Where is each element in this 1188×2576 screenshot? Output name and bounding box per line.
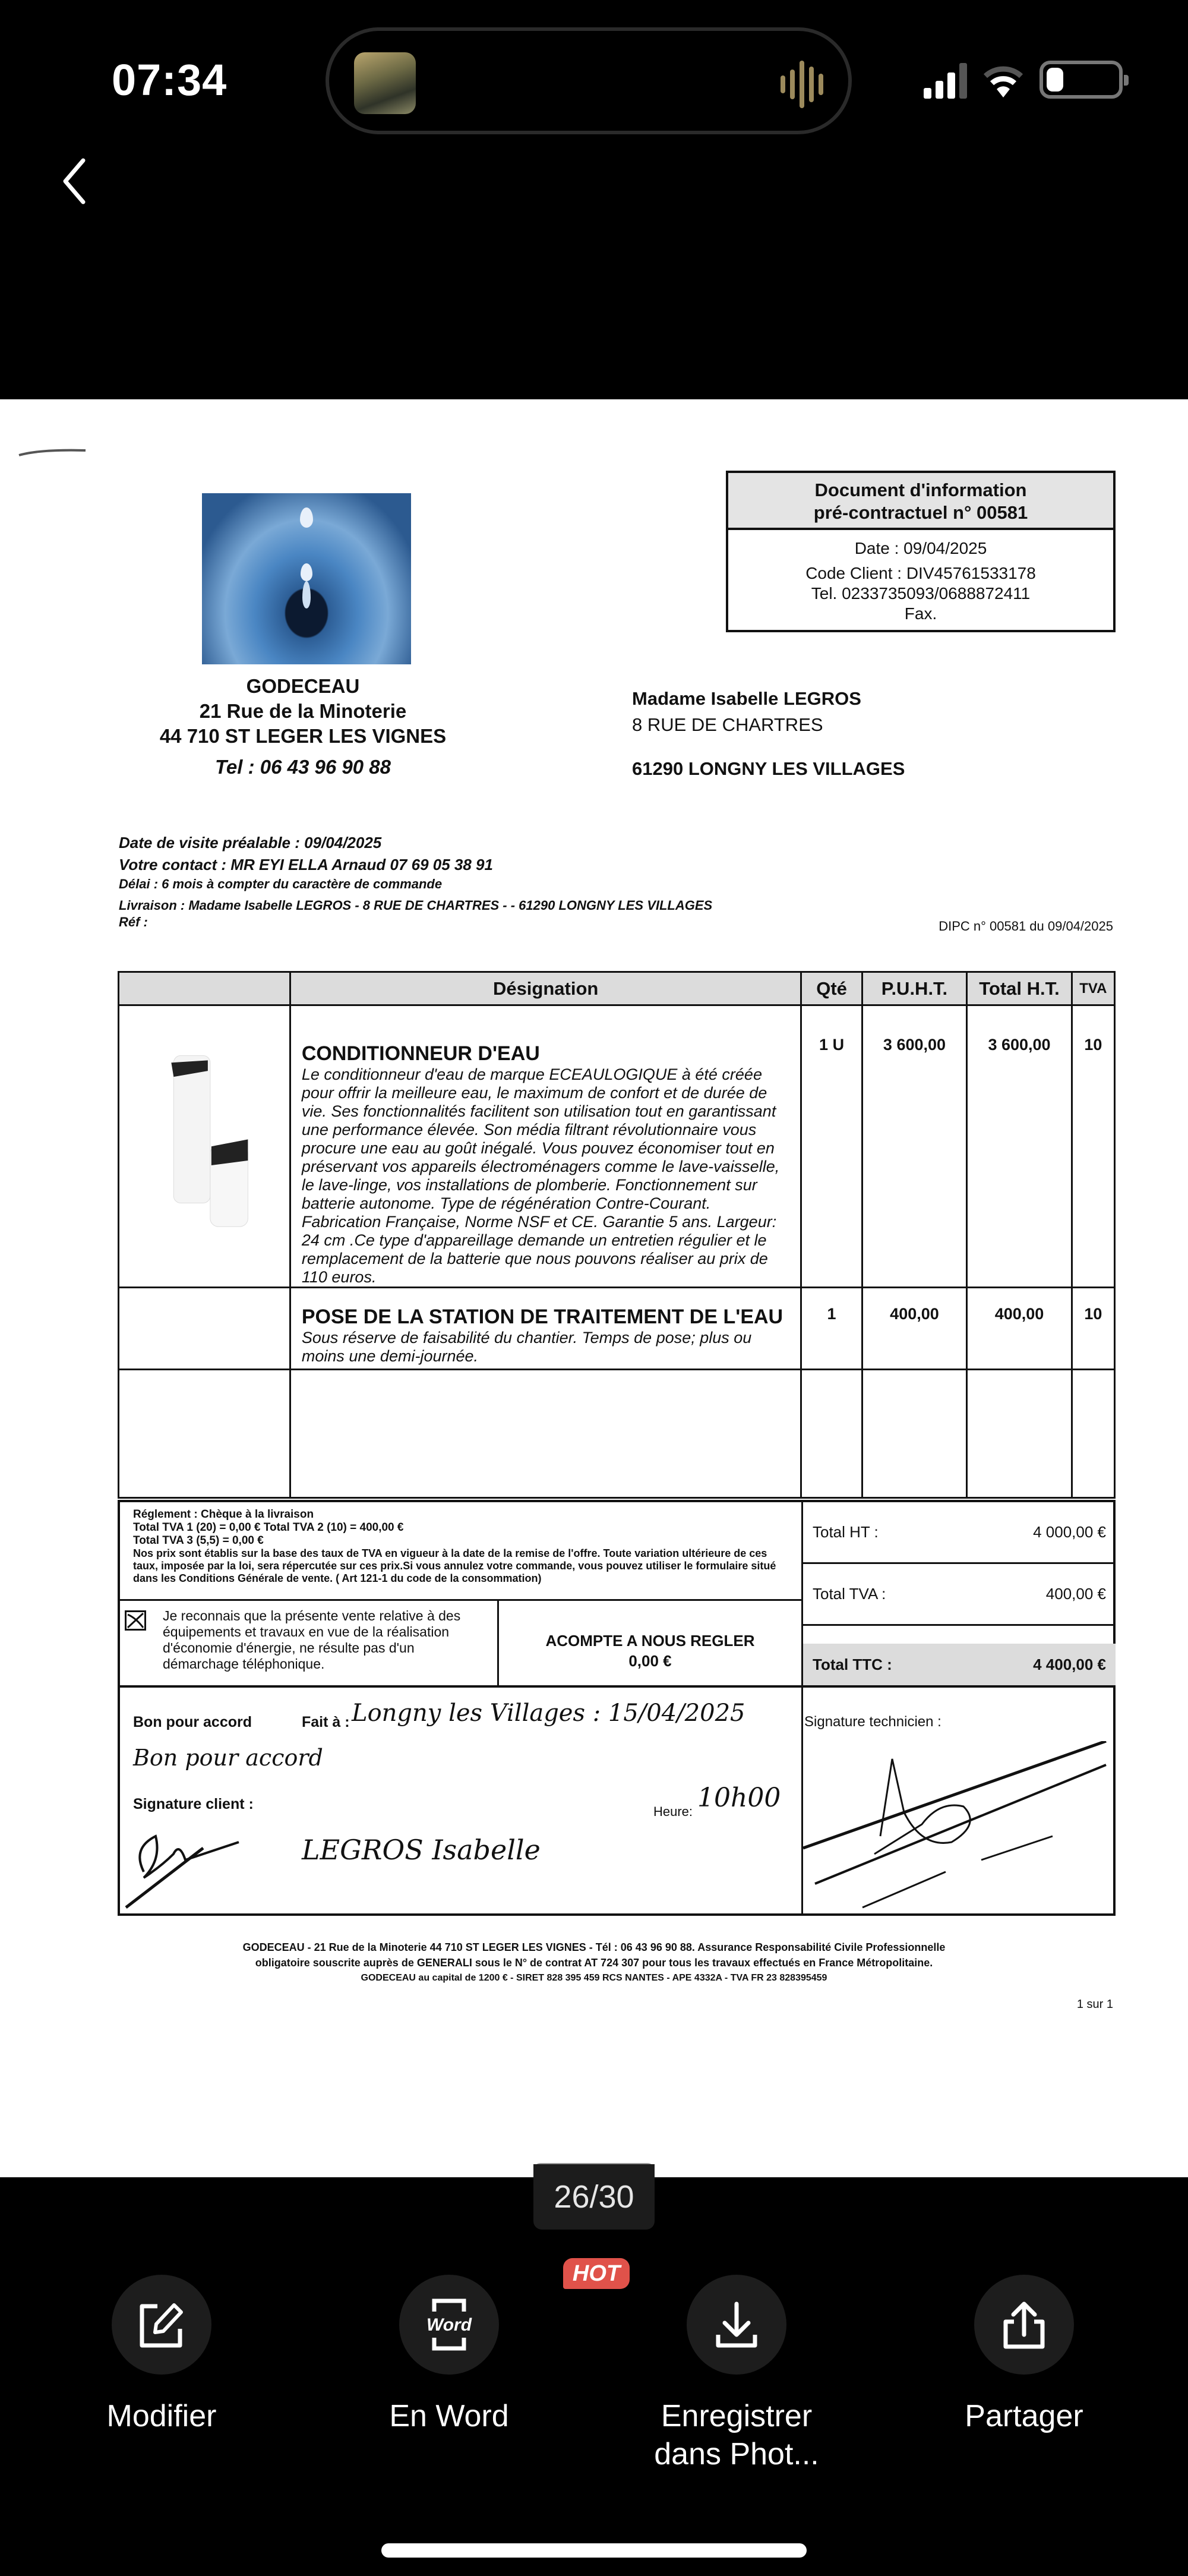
client-signature: [120, 1824, 263, 1913]
reference: Réf :: [119, 915, 148, 929]
payment-method: Réglement : Chèque à la livraison: [133, 1508, 314, 1521]
edit-icon: [135, 2298, 188, 2351]
share-button[interactable]: [880, 2275, 1168, 2473]
declaration: [120, 1601, 499, 1688]
client-name-handwritten: LEGROS Isabelle: [302, 1834, 541, 1866]
footer-line-2: obligatoire souscrite auprès de GENERALI sous le N° de contrat AT 724 307 pour tous les travaux effectués en France Métropolitaine.: [255, 1957, 933, 1969]
modify-label: Modifier: [106, 2399, 217, 2433]
fait-a-label: Fait à :: [302, 1714, 350, 1730]
convert-word-label: En Word: [389, 2399, 509, 2433]
client-signature-area: [120, 1688, 803, 1916]
contact: Votre contact : MR EYI ELLA Arnaud 07 69 05 38 91: [119, 856, 493, 874]
header-tva: TVA: [1072, 972, 1114, 1005]
recipient-city: 61290 LONGNY LES VILLAGES: [632, 758, 905, 779]
table-row-empty: [119, 1370, 1115, 1498]
bon-pour-accord-label: Bon pour accord: [133, 1714, 252, 1730]
delivery: Livraison : Madame Isabelle LEGROS - 8 RUE DE CHARTRES - - 61290 LONGNY LES VILLAGES: [119, 898, 713, 913]
item-description: Sous réserve de faisabilité du chantier. Temps de pose; plus ou moins une demi-journée.: [301, 1329, 752, 1365]
status-icons: [924, 57, 1123, 99]
footer-line-1: GODECEAU - 21 Rue de la Minoterie 44 710 ST LEGER LES VIGNES - Tél : 06 43 96 90 88. Assurance Responsabilité Civile Professionnelle: [242, 1941, 946, 1953]
total-ht-row: [803, 1502, 1116, 1564]
page-number: 1 sur 1: [1076, 1998, 1113, 2011]
document-title-line1: Document d'information: [814, 480, 1027, 500]
company-city: 44 710 ST LEGER LES VIGNES: [159, 725, 447, 747]
audio-waveform-icon: [781, 61, 823, 108]
item-title: CONDITIONNEUR D'EAU: [301, 1042, 540, 1065]
document-title-line2: pré-contractuel n° 00581: [813, 502, 1028, 523]
dynamic-island[interactable]: [326, 27, 852, 134]
hot-badge: HOT: [563, 2258, 630, 2289]
share-label: Partager: [965, 2399, 1083, 2433]
recipient-name: Madame Isabelle LEGROS: [632, 688, 861, 709]
item-description: Le conditionneur d'eau de marque ECEAULOGIQUE à été créée pour offrir la meilleure eau, le maximum de confort et de durée de vie. Ses fonctionnalités facilitent son utilisation tout en garantissant une performance élevée. Son média filtrant révolutionnaire vous procure une eau au goût inégalé. Vous pouvez économiser tout en préservant vos appareils électroménagers comme le lave-vaisselle, le lave-linge, vos installations de plomberie. Fonctionnement sur batterie autonome. Type de régénération Contre-Courant. Fabrication Française, Norme NSF et CE. Garantie 5 ans. Largeur: 24 cm .Ce type d'appareillage demande un entretien régulier et le remplacement de la batterie que nous pouvons réaliser au prix de 110 euros.: [301, 1065, 780, 1286]
heure-handwritten: 10h00: [697, 1783, 781, 1813]
document-date: Date : 09/04/2025: [854, 539, 987, 557]
total-tva-row: [803, 1564, 1116, 1626]
table-header-row: [119, 972, 1115, 1005]
tva-breakdown-1: Total TVA 1 (20) = 0,00 € Total TVA 2 (10) = 400,00 €: [133, 1521, 404, 1534]
summary-block: [118, 1500, 1116, 1916]
header-image: [119, 972, 290, 1005]
deposit-label: ACOMPTE A NOUS REGLER: [545, 1632, 755, 1650]
payment-terms: [120, 1502, 803, 1601]
total-ttc-row: [803, 1644, 1116, 1688]
item-title: POSE DE LA STATION DE TRAITEMENT DE L'EAU: [301, 1306, 783, 1328]
item-total: 3 600,00: [967, 1005, 1072, 1288]
document-page[interactable]: [0, 399, 1188, 2177]
wifi-icon: [982, 63, 1024, 99]
item-total: 400,00: [967, 1288, 1072, 1370]
table-row: [119, 1005, 1115, 1288]
footer-line-3: GODECEAU au capital de 1200 € - SIRET 828 395 459 RCS NANTES - APE 4332A - TVA FR 23 828395459: [361, 1973, 827, 1983]
technician-signature-area: [803, 1688, 1116, 1916]
table-row: [119, 1288, 1115, 1370]
client-signature-label: Signature client :: [133, 1796, 254, 1812]
tva-notice: Nos prix sont établis sur la base des taux de TVA en vigueur à la date de la remise de l'offre. Toute variation ultérieure de ces taux, imposée par la loi, sera répercutée sur ces prix.Si vous annulez votre commande, vous pouvez utiliser le formulaire situé dans les Conditions Générale de vente. ( Art 121-1 du code de la consommation): [133, 1547, 776, 1584]
company-tel: Tel : 06 43 96 90 88: [215, 756, 391, 778]
save-to-photos-label: Enregistrer dans Phot...: [654, 2399, 819, 2471]
recipient-address: [632, 686, 905, 782]
declaration-text: Je reconnais que la présente vente relative à des équipements et travaux en vue de la réalisation d'économie d'énergie, ne résulte pas d'un démarchage téléphonique.: [163, 1608, 461, 1672]
total-ht-value: 4 000,00 €: [1033, 1523, 1106, 1541]
totals: [803, 1502, 1116, 1688]
company-name: GODECEAU: [246, 675, 360, 697]
company-logo: [202, 493, 411, 664]
modify-button[interactable]: [18, 2275, 305, 2473]
company-street: 21 Rue de la Minoterie: [199, 700, 407, 722]
header-qty: Qté: [801, 972, 862, 1005]
now-playing-artwork: [354, 52, 416, 114]
delay: Délai : 6 mois à compter du caractère de commande: [119, 876, 443, 891]
svg-text:Word: Word: [426, 2315, 472, 2335]
item-unit-price: 400,00: [862, 1288, 967, 1370]
download-icon: [710, 2298, 763, 2351]
fait-a-handwritten: Longny les Villages : 15/04/2025: [352, 1700, 745, 1727]
word-icon: [422, 2295, 476, 2354]
declaration-checkbox[interactable]: [125, 1610, 146, 1631]
item-unit-price: 3 600,00: [862, 1005, 967, 1288]
header-total-ht: Total H.T.: [967, 972, 1072, 1005]
header-designation: Désignation: [290, 972, 801, 1005]
product-image-cell: [119, 1005, 290, 1288]
visit-date: Date de visite préalable : 09/04/2025: [119, 834, 382, 852]
pen-mark: [17, 447, 88, 458]
dipc-reference: DIPC n° 00581 du 09/04/2025: [939, 919, 1113, 934]
item-tva: 10: [1072, 1288, 1114, 1370]
cellular-signal-icon: [924, 63, 967, 99]
items-table: [118, 971, 1116, 1499]
document-meta: [119, 832, 712, 931]
deposit-box: [499, 1601, 803, 1688]
back-chevron-icon[interactable]: [57, 155, 93, 208]
total-tva-label: Total TVA :: [813, 1585, 886, 1603]
total-tva-value: 400,00 €: [1045, 1585, 1106, 1603]
item-designation: [290, 1005, 801, 1288]
water-softener-image: [119, 1006, 289, 1278]
tva-breakdown-2: Total TVA 3 (5,5) = 0,00 €: [133, 1534, 264, 1547]
total-ht-label: Total HT :: [813, 1523, 879, 1541]
document-info-box: [726, 471, 1116, 632]
total-ttc-value: 4 400,00 €: [1033, 1655, 1106, 1673]
heure-label: Heure:: [653, 1804, 693, 1819]
deposit-value: 0,00 €: [628, 1652, 672, 1670]
convert-word-button[interactable]: [305, 2261, 621, 2473]
action-bar: [0, 2261, 1188, 2473]
save-to-photos-button[interactable]: [593, 2275, 880, 2473]
client-fax: Fax.: [904, 604, 937, 623]
share-icon: [997, 2298, 1051, 2351]
item-designation: [290, 1288, 801, 1370]
client-tel: Tel. 0233735093/0688872411: [811, 584, 1031, 603]
company-address: [131, 674, 475, 780]
technician-signature: [803, 1741, 1116, 1913]
status-time: 07:34: [112, 55, 228, 105]
page-counter: 26/30: [533, 2164, 655, 2230]
battery-icon: [1040, 61, 1123, 99]
client-code: Code Client : DIV45761533178: [805, 564, 1036, 582]
recipient-street: 8 RUE DE CHARTRES: [632, 714, 823, 735]
item-tva: 10: [1072, 1005, 1114, 1288]
item-qty: 1: [801, 1288, 862, 1370]
header-unit-price: P.U.H.T.: [862, 972, 967, 1005]
technician-signature-label: Signature technicien :: [804, 1714, 941, 1730]
document-title: [728, 473, 1113, 530]
home-indicator[interactable]: [381, 2543, 807, 2558]
total-ttc-label: Total TTC :: [813, 1655, 892, 1673]
legal-footer: [119, 1940, 1069, 1986]
item-qty: 1 U: [801, 1005, 862, 1288]
bon-pour-accord-handwritten: Bon pour accord: [133, 1745, 323, 1771]
